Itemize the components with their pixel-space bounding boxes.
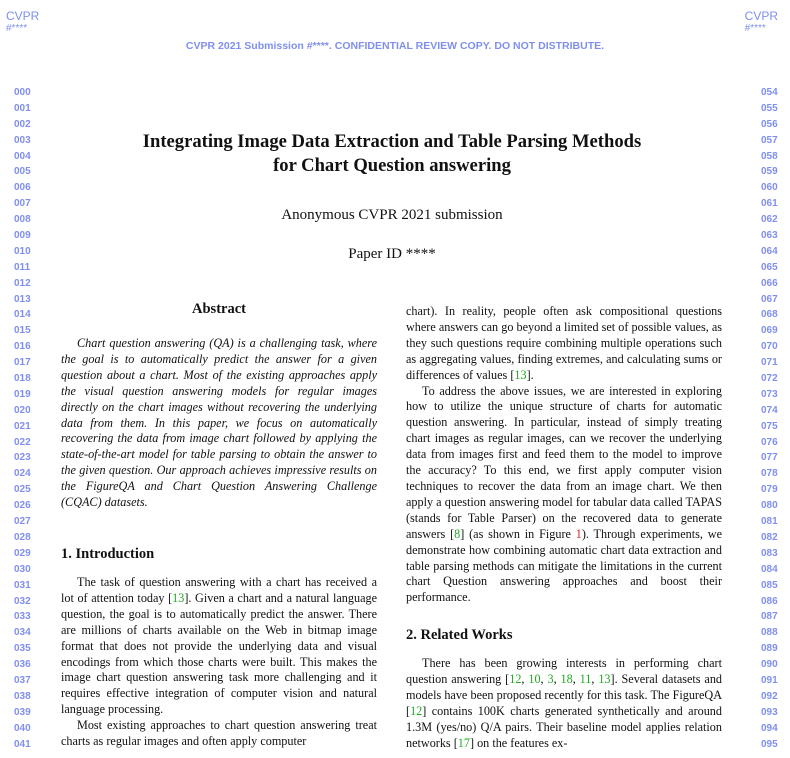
line-number: 062 bbox=[761, 214, 778, 226]
line-number: 015 bbox=[14, 325, 31, 337]
title-line-2: for Chart Question answering bbox=[273, 155, 511, 176]
line-number: 061 bbox=[761, 198, 778, 210]
right-paragraph-2 bbox=[406, 384, 722, 607]
line-number: 072 bbox=[761, 373, 778, 385]
line-number: 010 bbox=[14, 245, 31, 257]
line-number: 019 bbox=[14, 388, 31, 400]
line-number: 031 bbox=[14, 579, 31, 591]
line-number: 057 bbox=[761, 134, 778, 146]
line-number: 000 bbox=[14, 87, 31, 98]
line-number: 012 bbox=[14, 277, 31, 289]
line-number: 004 bbox=[14, 150, 31, 162]
line-number: 032 bbox=[14, 595, 31, 607]
line-number: 055 bbox=[761, 102, 778, 114]
line-number: 064 bbox=[761, 245, 778, 257]
citation-link[interactable]: 13 bbox=[514, 367, 527, 382]
line-number: 027 bbox=[14, 516, 31, 528]
line-number: 016 bbox=[14, 341, 31, 353]
line-number: 073 bbox=[761, 388, 778, 400]
title-line-1: Integrating Image Data Extraction and Table Parsing Methods bbox=[142, 131, 642, 152]
citation-link[interactable]: 13 bbox=[598, 671, 611, 686]
text-run: ] contains 100K charts generated synthetically and around 1.3M (yes/no) Q/A pairs. Their baseline model applies relation networks [ bbox=[406, 703, 722, 750]
line-number: 086 bbox=[761, 595, 778, 607]
text-run: The task of question answering with a chart has received a lot of attention today [ bbox=[61, 575, 377, 605]
line-number: 054 bbox=[761, 87, 778, 98]
line-number: 085 bbox=[761, 579, 778, 591]
line-number: 091 bbox=[761, 674, 778, 686]
line-number: 028 bbox=[14, 531, 31, 543]
line-number: 060 bbox=[761, 182, 778, 194]
line-number: 070 bbox=[761, 341, 778, 353]
line-number: 020 bbox=[14, 404, 31, 416]
line-number: 013 bbox=[14, 293, 31, 305]
text-run: ] (as shown in Figure bbox=[460, 526, 576, 541]
line-number: 090 bbox=[761, 659, 778, 671]
citation-link[interactable]: 12 bbox=[410, 703, 423, 718]
line-number: 024 bbox=[14, 468, 31, 480]
line-number: 083 bbox=[761, 547, 778, 559]
line-number: 088 bbox=[761, 627, 778, 639]
line-number: 021 bbox=[14, 420, 31, 432]
text-run: ]. bbox=[526, 367, 534, 382]
cvpr-mark-right bbox=[745, 9, 778, 34]
line-number: 089 bbox=[761, 643, 778, 655]
line-number: 063 bbox=[761, 230, 778, 242]
abstract-body bbox=[61, 336, 377, 511]
venue-label: CVPR bbox=[744, 9, 778, 23]
line-number: 001 bbox=[14, 102, 31, 114]
related-heading: 2. Related Works bbox=[406, 627, 513, 643]
citation-link[interactable]: 13 bbox=[172, 590, 185, 605]
line-number: 025 bbox=[14, 484, 31, 496]
line-number: 029 bbox=[14, 547, 31, 559]
line-number: 069 bbox=[761, 325, 778, 337]
line-number: 059 bbox=[761, 166, 778, 178]
line-numbers-right bbox=[761, 85, 778, 752]
paper-id-mark: #**** bbox=[744, 23, 766, 34]
line-number: 003 bbox=[14, 134, 31, 146]
line-number: 092 bbox=[761, 690, 778, 702]
paper-id-mark: #**** bbox=[6, 23, 28, 34]
text-run: chart). In reality, people often ask compositional questions where answers can go beyond a limited set of possible values, as they such questions require combining multiple operations such as aggregating values, finding extremes, and calculating sums or differences of values [ bbox=[406, 304, 722, 382]
venue-label: CVPR bbox=[6, 9, 40, 23]
citation-link[interactable]: 11 bbox=[579, 671, 592, 686]
line-number: 014 bbox=[14, 309, 31, 321]
line-number: 035 bbox=[14, 643, 31, 655]
abstract-heading: Abstract bbox=[192, 301, 246, 317]
line-number: 071 bbox=[761, 357, 778, 369]
line-number: 080 bbox=[761, 500, 778, 512]
line-number: 074 bbox=[761, 404, 778, 416]
citation-link[interactable]: 18 bbox=[560, 671, 573, 686]
intro-paragraph-1 bbox=[61, 575, 377, 718]
line-number: 026 bbox=[14, 500, 31, 512]
text-run: There has been growing interests in performing chart question answering [ bbox=[406, 656, 722, 686]
paper-id: Paper ID **** bbox=[348, 246, 436, 262]
line-number: 076 bbox=[761, 436, 778, 448]
intro-body bbox=[61, 575, 377, 750]
line-number: 040 bbox=[14, 722, 31, 734]
line-number: 022 bbox=[14, 436, 31, 448]
citation-link[interactable]: 17 bbox=[457, 735, 470, 750]
line-number: 041 bbox=[14, 738, 31, 750]
line-number: 009 bbox=[14, 230, 31, 242]
line-number: 084 bbox=[761, 563, 778, 575]
line-number: 081 bbox=[761, 516, 778, 528]
citation-link[interactable]: 3 bbox=[547, 671, 554, 686]
text-run: ]. Several datasets and models have been proposed recently for this task. The FigureQA [ bbox=[406, 671, 723, 718]
line-number: 037 bbox=[14, 674, 31, 686]
line-number: 077 bbox=[761, 452, 778, 464]
line-number: 087 bbox=[761, 611, 778, 623]
abstract-text: Chart question answering (QA) is a challenging task, where the goal is to automatically predict the answer for a given question about a chart. Most of the existing approaches apply the visual question answering models for regular images directly on the chart images without recovering the underlying data from them. In this paper, we focus on automatically recovering the data from image chart followed by applying the state-of-the-art model for table parsing to obtain the answer to the given question. Our approach achieves impressive results on the FigureQA and Chart Question Answering Challenge (CQAC) datasets. bbox=[61, 336, 377, 510]
related-body bbox=[406, 656, 722, 751]
line-number: 023 bbox=[14, 452, 31, 464]
line-number: 068 bbox=[761, 309, 778, 321]
line-number: 036 bbox=[14, 659, 31, 671]
line-number: 065 bbox=[761, 261, 778, 273]
text-run: ] on the features ex- bbox=[469, 735, 568, 750]
line-number: 033 bbox=[14, 611, 31, 623]
line-number: 002 bbox=[14, 118, 31, 130]
text-run: ]. Given a chart and a natural language question, the goal is to automatically predict the answer. There are millions of charts available on the Web in bitmap image format that does not provide the underlying data and visual encodings from which those charts were built. This makes the image chart question answering task more challenging and it requires effective integration of computer vision and natural language processing. bbox=[61, 590, 377, 717]
text-run: ). Through experiments, we demonstrate how combining automatic chart data extraction and table parsing methods can mitigate the limitations in the current chart Question answering approaches and boost their performance. bbox=[406, 526, 722, 605]
line-number: 034 bbox=[14, 627, 31, 639]
paper-title bbox=[0, 130, 784, 178]
line-number: 017 bbox=[14, 357, 31, 369]
right-paragraph-1 bbox=[406, 304, 722, 384]
line-number: 095 bbox=[761, 738, 778, 750]
confidential-banner: CVPR 2021 Submission #****. CONFIDENTIAL REVIEW COPY. DO NOT DISTRIBUTE. bbox=[185, 40, 605, 52]
line-number: 093 bbox=[761, 706, 778, 718]
right-column-body bbox=[406, 304, 722, 606]
line-number: 094 bbox=[761, 722, 778, 734]
line-number: 018 bbox=[14, 373, 31, 385]
related-paragraph-1: There has been growing interests in performing chart question answering [12, 10, 3, 18, 11, 13]. Several datasets and models have been proposed recently for this task. The FigureQA [12] contains 100K charts generated synthetically and around 1.3M (yes/no) Q/A pairs. Their baseline model applies relation networks [17] on the features ex- bbox=[406, 656, 723, 750]
text-run: To address the above issues, we are interested in exploring how to utilize the unique structure of charts for automatic question answering. In particular, instead of simply treating chart images as regular images, can we recover the underlying data from images first and feed them to the model to improve the accuracy? To this end, we first apply computer vision techniques to recover the data from an image chart. We then apply a question answering model for tabular data called TAPAS (stands for Table Parser) on the recovered data to generate answers [ bbox=[406, 383, 722, 541]
cvpr-mark-left bbox=[6, 9, 39, 34]
line-number: 079 bbox=[761, 484, 778, 496]
line-numbers-left bbox=[14, 85, 31, 752]
line-number: 067 bbox=[761, 293, 778, 305]
citation-link[interactable]: 12 bbox=[509, 671, 522, 686]
line-number: 007 bbox=[14, 198, 31, 210]
line-number: 056 bbox=[761, 118, 778, 130]
line-number: 030 bbox=[14, 563, 31, 575]
line-number: 075 bbox=[761, 420, 778, 432]
intro-heading: 1. Introduction bbox=[61, 546, 155, 562]
line-number: 011 bbox=[14, 261, 31, 273]
line-number: 005 bbox=[14, 166, 31, 178]
citation-link[interactable]: 10 bbox=[528, 671, 541, 686]
line-number: 082 bbox=[761, 531, 778, 543]
line-number: 066 bbox=[761, 277, 778, 289]
line-number: 078 bbox=[761, 468, 778, 480]
line-number: 006 bbox=[14, 182, 31, 194]
author-line: Anonymous CVPR 2021 submission bbox=[281, 207, 503, 223]
intro-paragraph-2: Most existing approaches to chart question answering treat charts as regular images and often apply computer bbox=[61, 718, 377, 749]
line-number: 058 bbox=[761, 150, 778, 162]
citation-link[interactable]: 8 bbox=[454, 526, 461, 541]
line-number: 039 bbox=[14, 706, 31, 718]
line-number: 008 bbox=[14, 214, 31, 226]
line-number: 038 bbox=[14, 690, 31, 702]
figure-link[interactable]: 1 bbox=[575, 526, 582, 541]
